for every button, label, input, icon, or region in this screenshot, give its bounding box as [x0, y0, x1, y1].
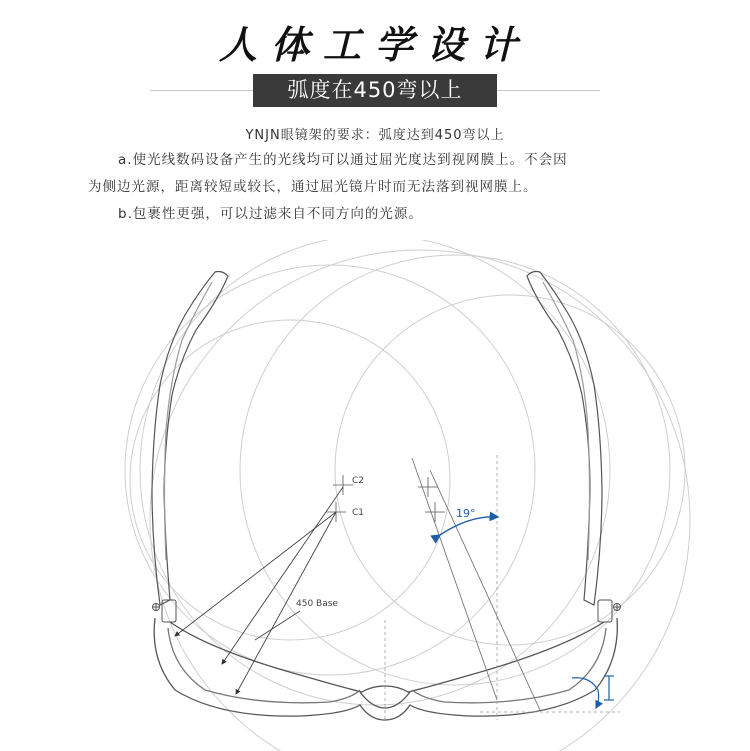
lens-right [412, 628, 606, 703]
glasses-temples [152, 272, 602, 606]
base-label-leader [255, 611, 300, 640]
lens-left [168, 628, 360, 703]
radius-arrow-2 [222, 487, 343, 664]
label-c2: C2 [352, 476, 365, 486]
angle-line-base [430, 470, 540, 710]
point-b-text: b.包裹性更强，可以过滤来自不同方向的光源。 [118, 206, 423, 222]
banner-divider-right [497, 90, 600, 91]
edge-measurement [572, 676, 614, 708]
circle-left-outer [125, 265, 535, 675]
label-angle-19: 19° [456, 507, 476, 520]
glasses-diagram [0, 240, 750, 751]
right-temple-inner [543, 282, 590, 560]
circle-left-small [130, 320, 450, 640]
angle-line-19 [412, 458, 497, 700]
edge-arc [572, 678, 599, 708]
page-title: 人体工学设计 [218, 22, 531, 67]
label-450-base: 450 Base [296, 599, 338, 609]
frame-inner-top [170, 622, 604, 692]
angle-lines [412, 458, 540, 710]
point-a [88, 147, 698, 201]
radius-arrow-1 [175, 512, 336, 636]
point-b [88, 201, 698, 228]
label-c1: C1 [352, 508, 365, 518]
circle-right-small [335, 295, 685, 645]
banner-divider-left [150, 90, 253, 91]
circle-right-outer [240, 255, 670, 685]
left-temple [152, 272, 228, 606]
hinges [153, 600, 621, 622]
subtitle-banner: 弧度在450弯以上 [253, 74, 497, 107]
left-temple-inner [165, 282, 213, 560]
center-markers [326, 475, 445, 522]
requirement-text: YNJN眼镜架的要求：弧度达到450弯以上 [245, 128, 505, 143]
point-a-line-1: a.使光线数码设备产生的光线均可以通过屈光度达到视网膜上。不会因 [118, 152, 568, 168]
left-hinge-screw-cross [153, 604, 159, 610]
point-a-line-2: 为侧边光源，距离较短或较长，通过屈光镜片时而无法落到视网膜上。 [88, 179, 538, 195]
